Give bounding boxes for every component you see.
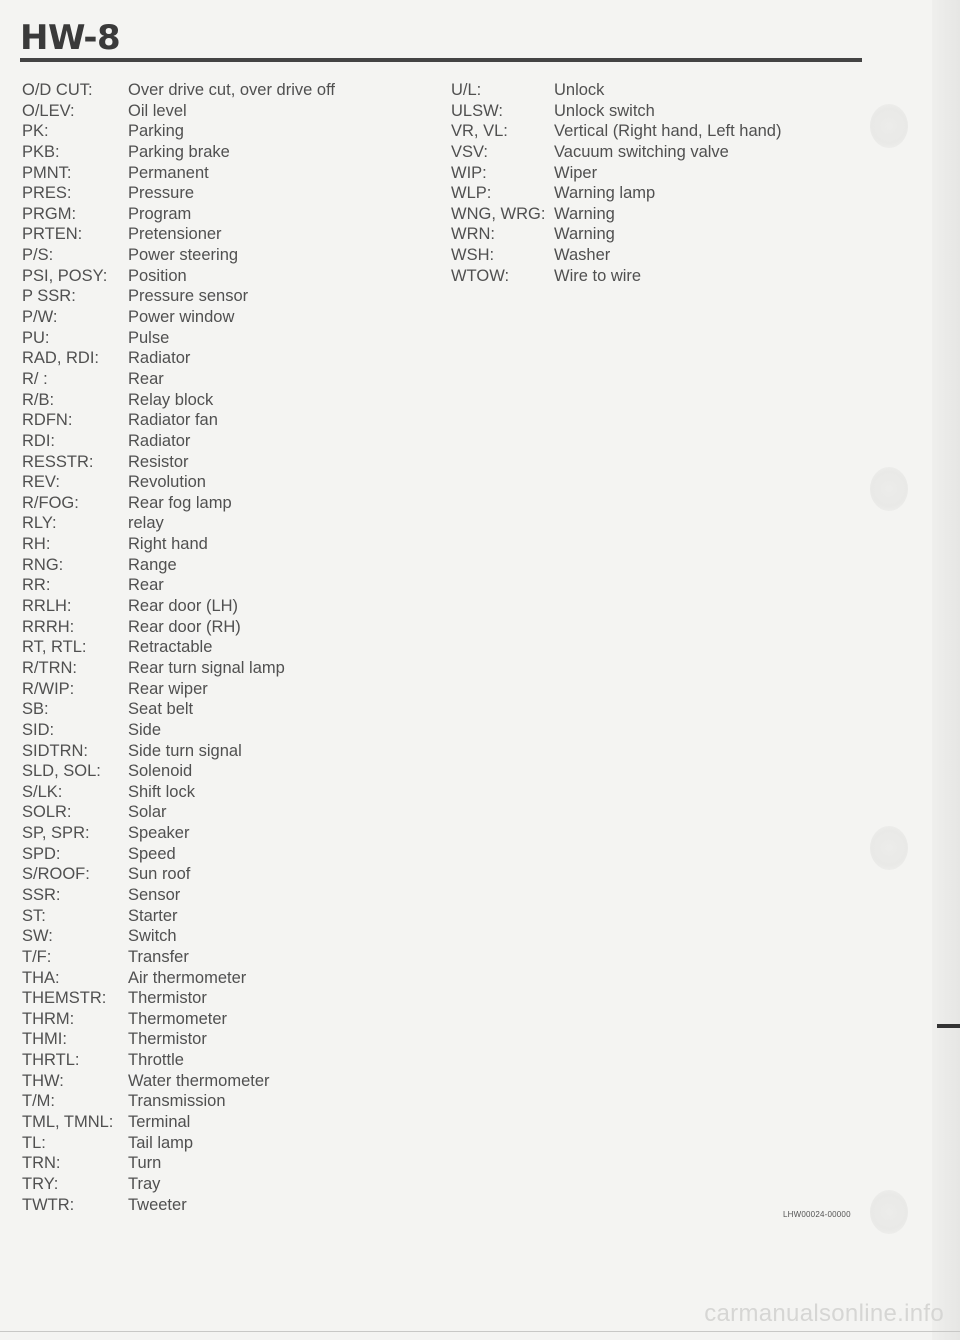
abbreviation-term: RAD, RDI:	[22, 349, 100, 368]
abbreviation-term: WTOW:	[451, 266, 510, 285]
abbreviation-meaning: Revolution	[128, 473, 206, 492]
abbreviation-term: SW:	[22, 927, 53, 946]
abbreviation-term: RLY:	[22, 514, 57, 533]
abbreviation-term: TWTR:	[22, 1195, 75, 1214]
abbreviation-meaning: Range	[128, 555, 177, 574]
abbreviation-meaning: Throttle	[128, 1051, 184, 1070]
abbreviation-meaning: Radiator	[128, 349, 191, 368]
abbreviation-meaning: Parking	[128, 122, 184, 141]
page-title: HW-8	[20, 18, 121, 58]
abbreviation-term: P/S:	[22, 246, 54, 265]
abbreviation-meaning: Side	[128, 720, 162, 739]
abbreviation-meaning: Starter	[128, 906, 178, 925]
abbreviation-term: RDFN:	[22, 411, 73, 430]
abbreviation-meaning: Program	[128, 204, 192, 223]
abbreviation-term: THRTL:	[22, 1051, 80, 1070]
abbreviation-meaning: Transmission	[128, 1092, 226, 1111]
abbreviation-meaning: Tail lamp	[128, 1133, 194, 1152]
abbreviation-meaning: Retractable	[128, 638, 213, 657]
abbreviation-term: RH:	[22, 535, 51, 554]
abbreviation-term: SP, SPR:	[22, 824, 90, 843]
abbreviation-term: VR, VL:	[451, 122, 508, 141]
abbreviation-meaning: Warning lamp	[554, 184, 656, 203]
page-edge	[932, 0, 960, 1340]
abbreviation-term: T/M:	[22, 1092, 55, 1111]
watermark: carmanualsonline.info	[704, 1300, 944, 1327]
abbreviation-term: PRES:	[22, 184, 72, 203]
abbreviation-meaning: Tray	[128, 1174, 161, 1193]
abbreviation-term: RRLH:	[22, 597, 72, 616]
abbreviation-term: SPD:	[22, 844, 61, 863]
abbreviation-term: P/W:	[22, 308, 58, 327]
abbreviation-meaning: Pretensioner	[128, 225, 222, 244]
abbreviation-meaning: Radiator	[128, 431, 191, 450]
abbreviation-meaning: Thermometer	[128, 1009, 228, 1028]
abbreviation-meaning: Permanent	[128, 163, 209, 182]
abbreviation-term: U/L:	[451, 81, 482, 99]
abbreviation-meaning: Solar	[128, 803, 167, 822]
abbreviation-meaning: Rear wiper	[128, 679, 208, 698]
abbreviation-meaning: Switch	[128, 927, 177, 946]
abbreviation-term: SIDTRN:	[22, 741, 88, 760]
abbreviation-term: R/WIP:	[22, 679, 75, 698]
abbreviation-meaning: Position	[128, 266, 187, 285]
abbreviation-meaning: Rear fog lamp	[128, 493, 232, 512]
abbreviation-term: SLD, SOL:	[22, 762, 101, 781]
abbreviation-meaning: Unlock switch	[554, 101, 655, 120]
abbreviation-meaning: Warning	[554, 204, 615, 223]
abbreviation-meaning: Rear door (RH)	[128, 617, 241, 636]
abbreviation-meaning: Water thermometer	[128, 1071, 270, 1090]
abbreviation-term: TML, TMNL:	[22, 1113, 114, 1132]
abbreviation-meaning: Speaker	[128, 824, 190, 843]
abbreviation-term: PMNT:	[22, 163, 72, 182]
abbreviation-meaning: Thermistor	[128, 989, 207, 1008]
abbreviation-meaning: Air thermometer	[128, 968, 247, 987]
abbreviation-meaning: Power window	[128, 308, 235, 327]
abbreviation-term: SOLR:	[22, 803, 72, 822]
section-tab-marker	[937, 1024, 960, 1028]
abbreviation-term: T/F:	[22, 947, 52, 966]
abbreviation-term: SB:	[22, 700, 49, 719]
abbreviation-term: PSI, POSY:	[22, 266, 108, 285]
abbreviation-meaning: Tweeter	[128, 1195, 187, 1214]
abbreviation-meaning: Terminal	[128, 1113, 191, 1132]
abbreviation-term: WLP:	[451, 184, 492, 203]
abbreviation-term: WRN:	[451, 225, 495, 244]
abbreviation-term: R/FOG:	[22, 493, 79, 512]
abbreviation-meaning: Resistor	[128, 452, 189, 471]
abbreviation-meaning: Warning	[554, 225, 615, 244]
abbreviation-term: P SSR:	[22, 287, 76, 306]
abbreviation-term: PRTEN:	[22, 225, 83, 244]
abbreviation-meaning: Over drive cut, over drive off	[128, 81, 335, 99]
abbreviation-meaning: Parking brake	[128, 142, 230, 161]
abbreviation-term: RT, RTL:	[22, 638, 87, 657]
abbreviation-meaning: Unlock	[554, 81, 605, 99]
abbreviation-meaning: Rear door (LH)	[128, 597, 239, 616]
abbreviation-meaning: Sun roof	[128, 865, 191, 884]
abbreviation-term: THA:	[22, 968, 60, 987]
abbreviation-term: VSV:	[451, 142, 488, 161]
abbreviation-term: PU:	[22, 328, 50, 347]
abbreviation-meaning: Side turn signal	[128, 741, 242, 760]
abbreviation-meaning: Rear	[128, 576, 164, 595]
abbreviation-meaning: Seat belt	[128, 700, 194, 719]
abbreviation-meaning: Power steering	[128, 246, 239, 265]
abbreviation-meaning: Thermistor	[128, 1030, 207, 1049]
abbreviation-term: THRM:	[22, 1009, 75, 1028]
abbreviation-meaning: Pressure	[128, 184, 195, 203]
abbreviation-meaning: Wiper	[554, 163, 598, 182]
abbreviation-term: RDI:	[22, 431, 55, 450]
abbreviation-meaning: Relay block	[128, 390, 214, 409]
abbreviation-term: SSR:	[22, 885, 61, 904]
abbreviation-meaning: Rear turn signal lamp	[128, 658, 285, 677]
abbreviation-term: ULSW:	[451, 101, 503, 120]
abbreviation-meaning: Oil level	[128, 101, 187, 120]
abbreviation-term: TRN:	[22, 1154, 61, 1173]
abbreviation-term: RR:	[22, 576, 51, 595]
abbreviation-term: PRGM:	[22, 204, 77, 223]
binder-hole	[870, 104, 908, 148]
abbreviation-term: RESSTR:	[22, 452, 94, 471]
abbreviation-meaning: Radiator fan	[128, 411, 218, 430]
abbreviation-term: ST:	[22, 906, 46, 925]
abbreviation-term: RNG:	[22, 555, 64, 574]
abbreviation-term: S/LK:	[22, 782, 63, 801]
abbreviation-meaning: Transfer	[128, 947, 189, 966]
abbreviation-meaning: Sensor	[128, 885, 181, 904]
abbreviation-meaning: Wire to wire	[554, 266, 642, 285]
document-code: LHW00024-00000	[783, 1210, 851, 1219]
abbreviation-term: THMI:	[22, 1030, 67, 1049]
abbreviation-meaning: Speed	[128, 844, 176, 863]
binder-hole	[870, 826, 908, 870]
binder-hole	[870, 467, 908, 511]
abbreviation-term: WSH:	[451, 246, 495, 265]
abbreviation-term: RRRH:	[22, 617, 75, 636]
abbreviation-meaning: Vacuum switching valve	[554, 142, 729, 161]
abbreviation-meaning: Rear	[128, 369, 164, 388]
abbreviation-term: TRY:	[22, 1174, 59, 1193]
abbreviation-meaning: relay	[128, 514, 164, 533]
abbreviation-term: TL:	[22, 1133, 46, 1152]
abbreviation-meaning: Washer	[554, 246, 611, 265]
abbreviation-term: WNG, WRG:	[451, 204, 546, 223]
abbreviation-term: PKB:	[22, 142, 60, 161]
abbreviation-term: THW:	[22, 1071, 64, 1090]
abbreviation-meaning: Turn	[128, 1154, 162, 1173]
abbreviation-term: O/D CUT:	[22, 81, 93, 99]
abbreviation-term: THEMSTR:	[22, 989, 107, 1008]
header-rule	[20, 58, 862, 62]
abbreviation-term: REV:	[22, 473, 60, 492]
abbreviation-term: PK:	[22, 122, 49, 141]
abbreviation-meaning: Shift lock	[128, 782, 195, 801]
abbreviation-term: R/B:	[22, 390, 55, 409]
abbreviation-meaning: Pulse	[128, 328, 170, 347]
abbreviation-term: O/LEV:	[22, 101, 75, 120]
abbreviation-meaning: Pressure sensor	[128, 287, 249, 306]
page-header	[20, 18, 120, 58]
bottom-rule	[0, 1331, 960, 1332]
abbreviation-term: R/TRN:	[22, 658, 77, 677]
abbreviation-term: WIP:	[451, 163, 487, 182]
abbreviation-term: S/ROOF:	[22, 865, 90, 884]
abbreviation-term: R/ :	[22, 369, 48, 388]
abbreviation-meaning: Vertical (Right hand, Left hand)	[554, 122, 782, 141]
binder-hole	[870, 1190, 908, 1234]
abbreviation-term: SID:	[22, 720, 55, 739]
abbreviation-meaning: Right hand	[128, 535, 208, 554]
abbreviation-meaning: Solenoid	[128, 762, 193, 781]
